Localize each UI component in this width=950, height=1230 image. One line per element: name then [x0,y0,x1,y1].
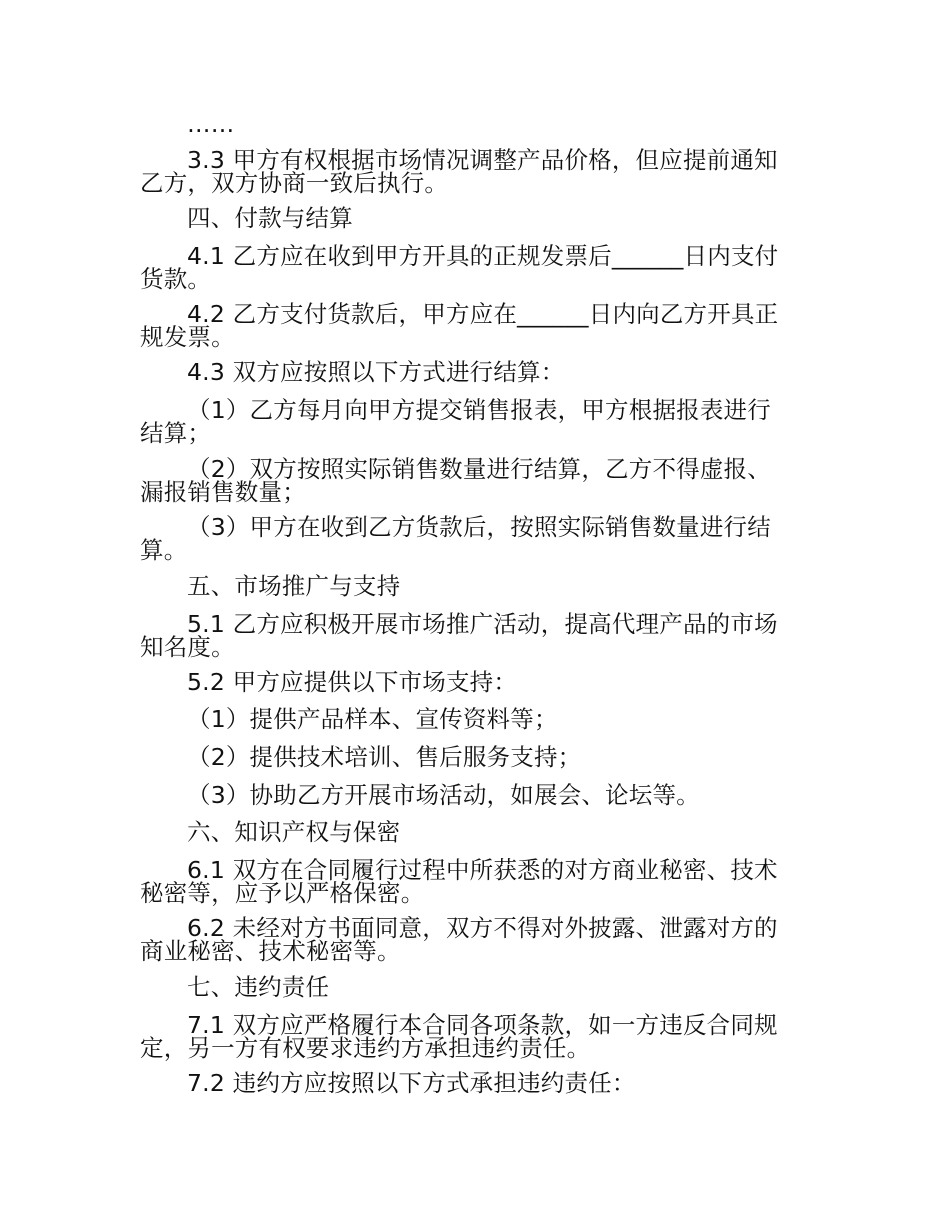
clause-7-2: 7.2 违约方应按照以下方式承担违约责任： [187,1069,636,1097]
clause-4-1-line-2: 货款。 [140,265,212,293]
clause-3-3-line-2: 乙方，双方协商一致后执行。 [140,169,449,197]
item-5-2-1: （1）提供产品样本、宣传资料等； [187,705,558,733]
clause-6-1-line-2: 秘密等，应予以严格保密。 [140,879,425,907]
clause-5-1-line-1: 5.1 乙方应积极开展市场推广活动，提高代理产品的市场 [187,610,778,638]
section-heading-6: 六、知识产权与保密 [187,818,401,846]
clause-4-1-line-1: 4.1 乙方应在收到甲方开具的正规发票后______日内支付 [187,242,779,270]
item-4-3-3-line-2: 算。 [140,536,188,564]
clause-6-2-line-1: 6.2 未经对方书面同意，双方不得对外披露、泄露对方的 [187,914,778,942]
clause-7-1-line-2: 定，另一方有权要求违约方承担违约责任。 [140,1034,591,1062]
item-4-3-3-line-1: （3）甲方在收到乙方货款后，按照实际销售数量进行结 [187,513,771,541]
item-4-3-1-line-2: 结算； [140,419,212,447]
clause-4-3: 4.3 双方应按照以下方式进行结算： [187,358,565,386]
clause-4-2-line-1: 4.2 乙方支付货款后，甲方应在______日内向乙方开具正 [187,300,779,328]
clause-5-2: 5.2 甲方应提供以下市场支持： [187,668,518,696]
section-heading-4: 四、付款与结算 [187,204,353,232]
clause-6-1-line-1: 6.1 双方在合同履行过程中所获悉的对方商业秘密、技术 [187,856,778,884]
item-4-3-2-line-2: 漏报销售数量； [140,478,306,506]
clause-3-3-line-1: 3.3 甲方有权根据市场情况调整产品价格，但应提前通知 [187,146,778,174]
clause-5-1-line-2: 知名度。 [140,633,235,661]
clause-6-2-line-2: 商业秘密、技术秘密等。 [140,937,401,965]
clause-4-2-line-2: 规发票。 [140,323,235,351]
section-heading-5: 五、市场推广与支持 [187,572,401,600]
item-4-3-2-line-1: （2）双方按照实际销售数量进行结算，乙方不得虚报、 [187,455,771,483]
ellipsis-line: …… [187,110,235,138]
section-heading-7: 七、违约责任 [187,973,330,1001]
item-4-3-1-line-1: （1）乙方每月向甲方提交销售报表，甲方根据报表进行 [187,396,771,424]
clause-7-1-line-1: 7.1 双方应严格履行本合同各项条款，如一方违反合同规 [187,1011,778,1039]
item-5-2-3: （3）协助乙方开展市场活动，如展会、论坛等。 [187,781,700,809]
item-5-2-2: （2）提供技术培训、售后服务支持； [187,743,582,771]
